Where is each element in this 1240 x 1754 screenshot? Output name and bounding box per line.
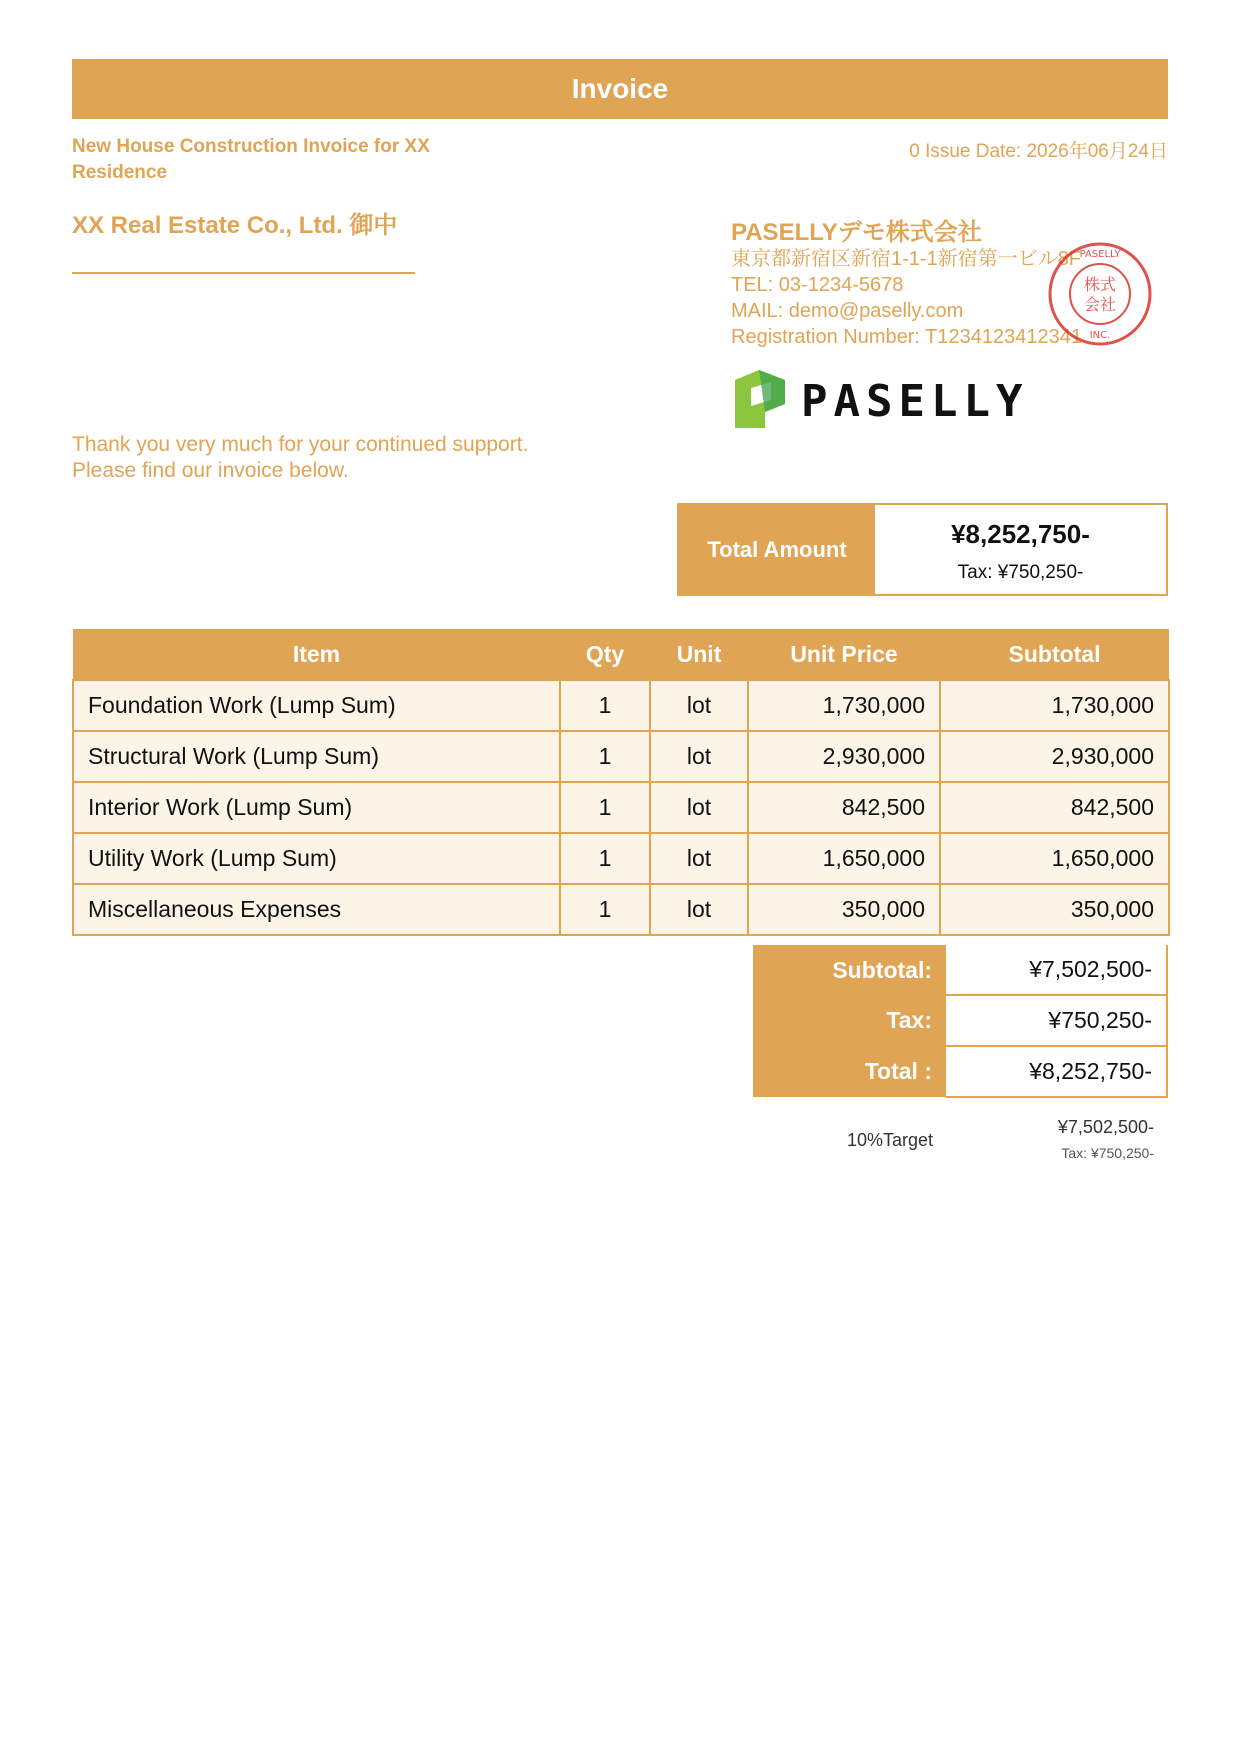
tax-target-label: 10%Target xyxy=(846,1130,933,1150)
thanks-line-2: Please find our invoice below. xyxy=(72,459,349,482)
row-qty: 1 xyxy=(560,731,650,782)
row-unit: lot xyxy=(650,680,748,731)
client-underline xyxy=(72,272,415,274)
summary-total-value: ¥8,252,750- xyxy=(946,1046,1167,1097)
summary-tax-value: ¥750,250- xyxy=(946,995,1167,1046)
issue-date: 0 Issue Date: 2026年06月24日 xyxy=(909,141,1168,162)
table-row xyxy=(73,731,1169,782)
total-amount: ¥8,252,750- xyxy=(951,519,1090,549)
row-unit-price: 1,730,000 xyxy=(748,680,940,731)
table-row xyxy=(73,884,1169,935)
svg-text:会社: 会社 xyxy=(1083,295,1117,314)
row-unit: lot xyxy=(650,833,748,884)
invoice-title: Invoice xyxy=(72,59,1168,119)
row-unit: lot xyxy=(650,731,748,782)
row-subtotal: 2,930,000 xyxy=(940,731,1169,782)
items-table xyxy=(72,629,1170,936)
company-details xyxy=(731,246,1082,350)
row-subtotal: 1,730,000 xyxy=(940,680,1169,731)
header-unit-price: Unit Price xyxy=(748,629,940,680)
row-subtotal: 350,000 xyxy=(940,884,1169,935)
summary-subtotal-value: ¥7,502,500- xyxy=(946,945,1167,995)
row-unit-price: 1,650,000 xyxy=(748,833,940,884)
row-item: Interior Work (Lump Sum) xyxy=(73,782,560,833)
summary-subtotal-row xyxy=(753,945,1167,995)
summary-tax-row xyxy=(753,995,1167,1046)
company-tel: TEL: 03-1234-5678 xyxy=(731,274,904,296)
company-mail: MAIL: demo@paselly.com xyxy=(731,300,964,322)
summary-subtotal-label: Subtotal: xyxy=(753,945,946,995)
tax-target-tax: Tax: ¥750,250- xyxy=(1061,1145,1154,1161)
client-name: XX Real Estate Co., Ltd. 御中 xyxy=(72,212,398,239)
header-item: Item xyxy=(73,629,560,680)
row-subtotal: 842,500 xyxy=(940,782,1169,833)
table-row xyxy=(73,782,1169,833)
total-amount-box xyxy=(677,503,1168,596)
company-seal-stamp xyxy=(1046,240,1154,348)
svg-text:PASELLY: PASELLY xyxy=(801,376,1029,427)
invoice-subject: New House Construction Invoice for XX Residence xyxy=(72,136,430,183)
row-qty: 1 xyxy=(560,782,650,833)
total-amount-value xyxy=(875,505,1166,594)
row-qty: 1 xyxy=(560,680,650,731)
row-unit-price: 842,500 xyxy=(748,782,940,833)
company-name: PASELLYデモ株式会社 xyxy=(731,219,982,246)
row-unit: lot xyxy=(650,782,748,833)
header-unit: Unit xyxy=(650,629,748,680)
row-qty: 1 xyxy=(560,833,650,884)
header-subtotal: Subtotal xyxy=(940,629,1169,680)
total-amount-tax: Tax: ¥750,250- xyxy=(957,562,1084,583)
row-subtotal: 1,650,000 xyxy=(940,833,1169,884)
summary-tax-label: Tax: xyxy=(753,995,946,1046)
row-item: Structural Work (Lump Sum) xyxy=(73,731,560,782)
svg-text:株式: 株式 xyxy=(1083,275,1117,294)
total-amount-label: Total Amount xyxy=(679,505,875,594)
company-address: 東京都新宿区新宿1-1-1新宿第一ビル8F xyxy=(731,248,1082,270)
thanks-line-1: Thank you very much for your continued support. xyxy=(72,433,529,456)
row-unit: lot xyxy=(650,884,748,935)
table-row xyxy=(73,680,1169,731)
row-unit-price: 350,000 xyxy=(748,884,940,935)
row-unit-price: 2,930,000 xyxy=(748,731,940,782)
company-registration: Registration Number: T1234123412341 xyxy=(731,326,1082,348)
row-qty: 1 xyxy=(560,884,650,935)
svg-text:PASELLY: PASELLY xyxy=(1079,249,1121,260)
paselly-logo xyxy=(731,368,1061,430)
items-header-row xyxy=(73,629,1169,680)
row-item: Utility Work (Lump Sum) xyxy=(73,833,560,884)
svg-text:INC.: INC. xyxy=(1089,330,1111,341)
header-qty: Qty xyxy=(560,629,650,680)
thanks-message xyxy=(72,432,528,484)
table-row xyxy=(73,833,1169,884)
summary-total-row xyxy=(753,1046,1167,1097)
tax-target-amount: ¥7,502,500- xyxy=(1057,1117,1154,1137)
row-item: Foundation Work (Lump Sum) xyxy=(73,680,560,731)
summary-total-label: Total : xyxy=(753,1046,946,1097)
row-item: Miscellaneous Expenses xyxy=(73,884,560,935)
summary-table xyxy=(753,945,1168,1098)
